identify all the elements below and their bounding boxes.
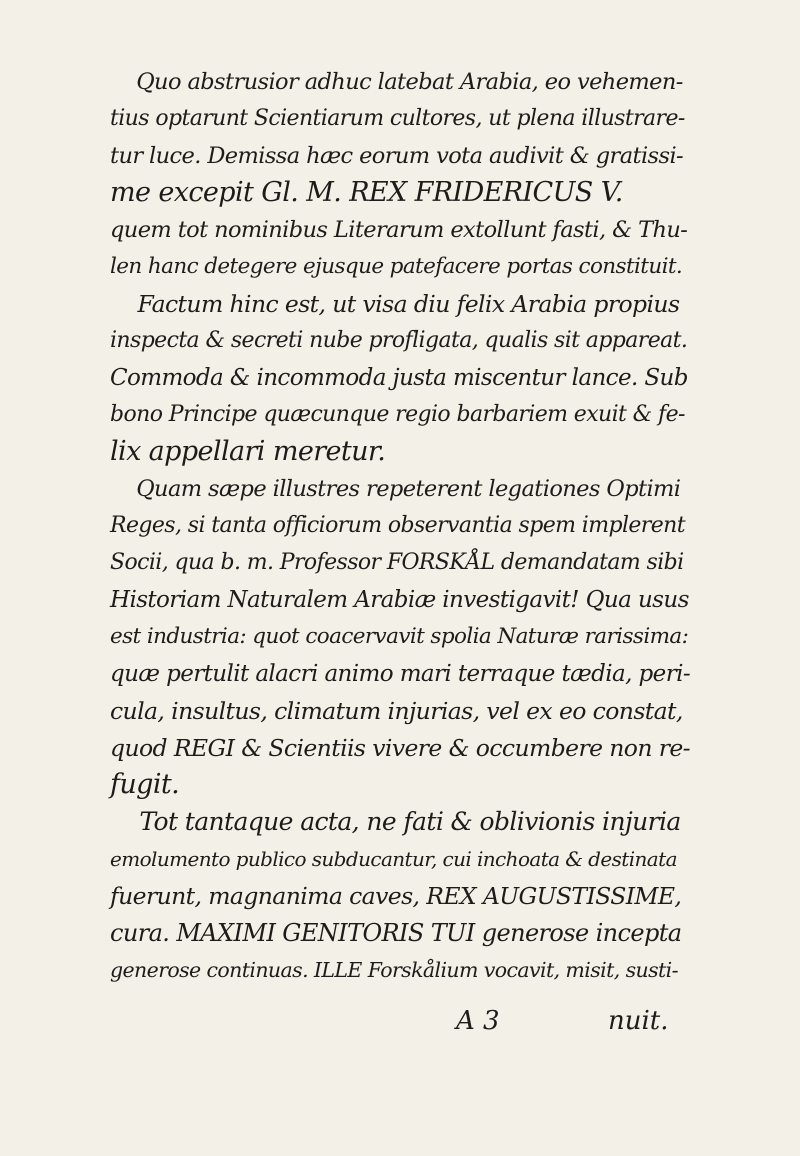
catchword: nuit.: [608, 1006, 669, 1036]
text-line: me excepit Gl. M. REX FRIDERICUS V.: [110, 177, 623, 208]
signature-mark: A 3: [456, 1006, 500, 1036]
text-line: Tot tantaque acta, ne fati & oblivionis injuria: [110, 807, 681, 836]
text-line: Factum hinc est, ut visa diu felix Arabia propius: [110, 290, 680, 318]
text-line: len hanc detegere ejusque patefacere portas constituit.: [110, 254, 683, 279]
text-line: tius optarunt Scientiarum cultores, ut plena illustrare-: [110, 106, 685, 131]
text-line: Historiam Naturalem Arabiæ investigavit! Qua usus: [110, 587, 689, 613]
text-line: bono Principe quæcunque regio barbariem exuit & fe-: [110, 402, 685, 427]
text-line: Reges, si tanta officiorum observantia spem implerent: [110, 513, 685, 538]
text-line: fuerunt, magnanima caves, REX AUGUSTISSIME,: [110, 882, 682, 910]
text-line: Socii, qua b. m. Professor FORSKÅL demandatam sibi: [110, 550, 684, 575]
text-line: fugit.: [110, 769, 180, 800]
text-line: emolumento publico subducantur, cui inchoata & destinata: [110, 847, 677, 871]
text-line: lix appellari meretur.: [110, 436, 386, 467]
text-line: quæ pertulit alacri animo mari terraque tædia, peri-: [110, 661, 691, 687]
text-line: est industria: quot coacervavit spolia Naturæ rarissima:: [110, 624, 689, 649]
text-line: quod REGI & Scientiis vivere & occumbere non re-: [110, 734, 691, 762]
text-line: generose continuas. ILLE Forskålium vocavit, misit, susti-: [110, 958, 678, 982]
text-line: cura. MAXIMI GENITORIS TUI generose incepta: [110, 919, 682, 947]
text-line: tur luce. Demissa hæc eorum vota audivit & gratissi-: [110, 143, 684, 169]
text-line: Quam sæpe illustres repeterent legationes Optimi: [110, 476, 681, 502]
text-line: quem tot nominibus Literarum extollunt fasti, & Thu-: [110, 217, 688, 243]
text-line: Quo abstrusior adhuc latebat Arabia, eo vehemen-: [110, 69, 683, 95]
text-line: inspecta & secreti nube profligata, qualis sit appareat.: [110, 328, 688, 353]
text-line: cula, insultus, climatum injurias, vel ex eo constat,: [110, 697, 683, 725]
text-line: Commoda & incommoda justa miscentur lance. Sub: [110, 365, 688, 391]
